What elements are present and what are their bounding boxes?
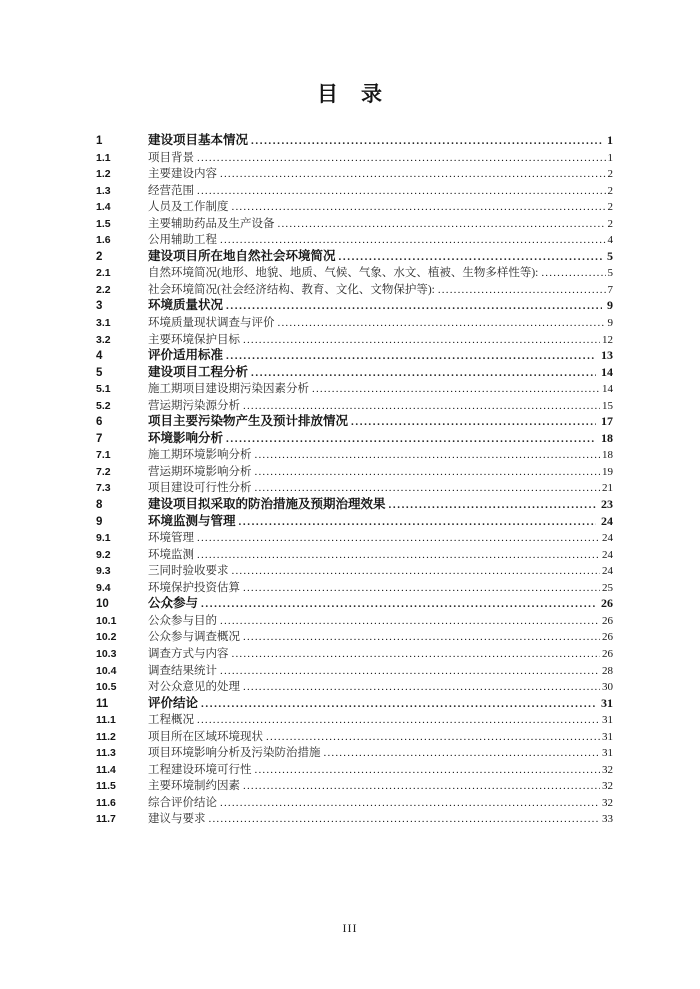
toc-entry-title: 社会环境简况(社会经济结构、教育、文化、文物保护等): — [148, 283, 435, 296]
toc-entry-number: 10 — [96, 598, 109, 611]
dot-leader — [197, 182, 606, 200]
toc-entry-title: 环境保护投资估算 — [148, 581, 240, 594]
toc-entry[interactable] — [96, 215, 613, 232]
dot-leader — [232, 198, 606, 216]
toc-entry[interactable] — [96, 744, 613, 761]
toc-entry[interactable] — [96, 728, 613, 745]
dot-leader — [220, 231, 606, 249]
toc-entry-title: 建设项目基本情况 — [148, 133, 249, 147]
toc-entry-page: 32 — [602, 780, 613, 793]
toc-entry-number: 11.3 — [96, 747, 116, 760]
toc-entry-page: 30 — [602, 681, 613, 694]
dot-leader — [251, 132, 602, 150]
dot-leader — [220, 165, 606, 183]
toc-entry[interactable] — [96, 281, 613, 298]
dot-leader — [389, 496, 596, 514]
toc-entry[interactable] — [96, 264, 613, 281]
dot-leader — [278, 314, 606, 332]
toc-entry-page: 26 — [601, 596, 613, 611]
toc-entry-title: 公众参与 — [148, 596, 199, 611]
toc-entry-title: 建设项目工程分析 — [148, 364, 249, 379]
toc-entry-page: 18 — [601, 430, 613, 445]
toc-entry-number: 6 — [96, 416, 103, 429]
toc-entry-page: 9 — [607, 317, 613, 330]
toc-entry[interactable] — [96, 662, 613, 679]
dot-leader — [255, 463, 601, 481]
toc-entry-number: 3.1 — [96, 317, 111, 330]
dot-leader — [220, 662, 600, 680]
toc-entry[interactable] — [96, 380, 613, 397]
toc-entry-page: 24 — [602, 565, 613, 578]
toc-entry[interactable] — [96, 711, 613, 728]
toc-entry[interactable] — [96, 546, 613, 563]
dot-leader — [266, 728, 600, 746]
toc-entry-title: 环境管理 — [148, 532, 194, 545]
toc-entry[interactable] — [96, 198, 613, 215]
dot-leader — [197, 149, 606, 167]
dot-leader — [312, 380, 600, 398]
toc-entry-number: 2 — [96, 250, 103, 263]
toc-entry-number: 1.4 — [96, 201, 111, 214]
toc-entry-number: 1.6 — [96, 234, 111, 247]
toc-entry-number: 5.2 — [96, 399, 111, 412]
toc-entry-number: 10.3 — [96, 647, 117, 660]
toc-entry-number: 11 — [96, 697, 109, 710]
toc-entry-number: 2.1 — [96, 267, 111, 280]
toc-entry[interactable] — [96, 562, 613, 579]
toc-entry[interactable] — [96, 479, 613, 496]
toc-entry-page: 1 — [607, 133, 613, 147]
dot-leader — [251, 364, 596, 382]
toc-entry-number: 1.2 — [96, 168, 111, 181]
toc-entry-page: 23 — [601, 497, 613, 512]
toc-entry-title: 公用辅助工程 — [148, 234, 217, 247]
toc-entry[interactable] — [96, 446, 613, 463]
dot-leader — [232, 645, 601, 663]
toc-entry-title: 项目所在区域环境现状 — [148, 730, 263, 743]
dot-leader — [541, 264, 605, 282]
toc-entry-page: 26 — [602, 631, 613, 644]
toc-entry-number: 7.1 — [96, 449, 111, 462]
toc-entry-number: 10.1 — [96, 614, 117, 627]
toc-entry-title: 主要建设内容 — [148, 168, 217, 181]
dot-leader — [226, 347, 596, 365]
toc-entry-page: 21 — [602, 482, 613, 495]
toc-entry-title: 公众参与目的 — [148, 614, 217, 627]
dot-leader — [243, 777, 600, 795]
toc-entry-number: 1.1 — [96, 151, 111, 164]
toc-entry-page: 14 — [601, 364, 613, 379]
toc-entry-number: 3 — [96, 300, 103, 313]
toc-entry-title: 综合评价结论 — [148, 796, 217, 809]
dot-leader — [255, 446, 601, 464]
toc-entry-page: 5 — [607, 248, 613, 263]
toc-entry[interactable] — [96, 678, 613, 695]
dot-leader — [232, 562, 601, 580]
toc-entry-number: 7.2 — [96, 465, 111, 478]
toc-entry-number: 7.3 — [96, 482, 111, 495]
page-title: 目 录 — [317, 82, 383, 106]
toc-entry[interactable] — [96, 248, 613, 265]
footer-page-number: III — [342, 921, 358, 935]
toc-entry-number: 9.2 — [96, 548, 111, 561]
toc-entry-page: 31 — [601, 695, 613, 710]
toc-entry-title: 评价结论 — [148, 695, 199, 710]
toc-entry-title: 建设项目拟采取的防治措施及预期治理效果 — [148, 497, 386, 512]
toc-entry-title: 项目背景 — [148, 151, 194, 164]
toc-entry-page: 28 — [602, 664, 613, 677]
toc-entry-title: 人员及工作制度 — [148, 201, 229, 214]
toc-entry-number: 11.5 — [96, 780, 116, 793]
toc-entry-page: 33 — [602, 813, 613, 826]
toc-entry-page: 2 — [607, 184, 613, 197]
toc-entry[interactable] — [96, 430, 613, 447]
toc-entry-page: 24 — [602, 532, 613, 545]
toc-entry-title: 建设项目所在地自然社会环境简况 — [148, 248, 336, 263]
toc-entry[interactable] — [96, 595, 613, 612]
table-of-contents — [96, 132, 613, 827]
toc-entry-number: 1 — [96, 135, 103, 147]
dot-leader — [255, 479, 601, 497]
toc-entry-number: 8 — [96, 499, 103, 512]
dot-leader — [243, 397, 600, 415]
toc-entry-title: 环境影响分析 — [148, 430, 224, 445]
dot-leader — [324, 744, 601, 762]
dot-leader — [255, 761, 601, 779]
toc-entry-title: 项目环境影响分析及污染防治措施 — [148, 747, 321, 760]
toc-entry[interactable] — [96, 165, 613, 182]
dot-leader — [209, 810, 601, 828]
toc-entry-number: 9.1 — [96, 532, 111, 545]
toc-entry[interactable] — [96, 810, 613, 827]
toc-entry-page: 12 — [602, 333, 613, 346]
toc-entry-page: 18 — [602, 449, 613, 462]
dot-leader — [220, 612, 600, 630]
toc-entry-page: 1 — [607, 151, 613, 164]
toc-entry-title: 工程概况 — [148, 714, 194, 727]
toc-entry-page: 13 — [601, 348, 613, 363]
toc-entry-title: 对公众意见的处理 — [148, 681, 240, 694]
toc-entry-title: 主要环境保护目标 — [148, 333, 240, 346]
toc-entry-page: 4 — [607, 234, 613, 247]
toc-entry-title: 工程建设环境可行性 — [148, 763, 252, 776]
toc-entry-title: 经营范围 — [148, 184, 194, 197]
toc-entry-title: 环境监测与管理 — [148, 513, 236, 528]
toc-entry-number: 10.5 — [96, 681, 117, 694]
toc-entry-number: 5.1 — [96, 383, 111, 396]
toc-entry[interactable] — [96, 496, 613, 513]
toc-entry-page: 26 — [602, 614, 613, 627]
dot-leader — [243, 678, 600, 696]
toc-entry-title: 营运期环境影响分析 — [148, 465, 252, 478]
toc-entry[interactable] — [96, 529, 613, 546]
dot-leader — [243, 579, 600, 597]
toc-entry[interactable] — [96, 628, 613, 645]
dot-leader — [226, 430, 596, 448]
toc-entry-page: 31 — [602, 747, 613, 760]
toc-entry[interactable] — [96, 413, 613, 430]
toc-entry[interactable] — [96, 364, 613, 381]
toc-entry-page: 31 — [602, 714, 613, 727]
toc-entry-page: 5 — [607, 267, 613, 280]
toc-entry-number: 1.5 — [96, 217, 111, 230]
toc-entry-page: 31 — [602, 730, 613, 743]
toc-entry[interactable] — [96, 695, 613, 712]
toc-entry[interactable] — [96, 645, 613, 662]
toc-entry-title: 评价适用标准 — [148, 348, 224, 363]
toc-entry[interactable] — [96, 579, 613, 596]
toc-entry[interactable] — [96, 331, 613, 348]
toc-entry-number: 9 — [96, 515, 103, 528]
toc-entry-number: 11.1 — [96, 714, 116, 727]
toc-entry-number: 2.2 — [96, 283, 111, 296]
toc-entry-title: 调查方式与内容 — [148, 647, 229, 660]
toc-entry-title: 环境质量状况 — [148, 298, 224, 313]
toc-entry-number: 1.3 — [96, 184, 111, 197]
toc-entry-page: 2 — [607, 217, 613, 230]
toc-entry-page: 25 — [602, 581, 613, 594]
toc-entry-title: 自然环境简况(地形、地貌、地质、气候、气象、水文、植被、生物多样性等): — [148, 267, 539, 280]
toc-entry[interactable] — [96, 314, 613, 331]
toc-entry-title: 环境监测 — [148, 548, 194, 561]
dot-leader — [201, 695, 596, 713]
toc-entry-page: 32 — [602, 763, 613, 776]
toc-entry[interactable] — [96, 612, 613, 629]
toc-entry-page: 2 — [607, 201, 613, 214]
toc-entry-number: 10.2 — [96, 631, 117, 644]
toc-entry-number: 11.4 — [96, 763, 116, 776]
toc-entry[interactable] — [96, 794, 613, 811]
toc-entry-title: 主要辅助药品及生产设备 — [148, 217, 275, 230]
toc-entry-number: 7 — [96, 432, 103, 445]
toc-entry-page: 7 — [607, 283, 613, 296]
toc-entry-number: 4 — [96, 350, 103, 363]
dot-leader — [226, 297, 602, 315]
toc-entry[interactable] — [96, 231, 613, 248]
toc-entry-title: 三同时验收要求 — [148, 565, 229, 578]
toc-entry[interactable] — [96, 463, 613, 480]
toc-entry-title: 项目建设可行性分析 — [148, 482, 252, 495]
toc-entry-number: 3.2 — [96, 333, 111, 346]
toc-entry-page: 26 — [602, 647, 613, 660]
dot-leader — [339, 248, 602, 266]
toc-entry[interactable] — [96, 777, 613, 794]
toc-entry-page: 9 — [607, 298, 613, 313]
toc-entry[interactable] — [96, 761, 613, 778]
dot-leader — [197, 546, 600, 564]
dot-leader — [243, 628, 600, 646]
dot-leader — [220, 794, 600, 812]
toc-entry[interactable] — [96, 397, 613, 414]
dot-leader — [239, 513, 596, 531]
toc-entry-title: 施工期环境影响分析 — [148, 449, 252, 462]
toc-entry[interactable] — [96, 297, 613, 314]
dot-leader — [351, 413, 596, 431]
toc-entry-number: 9.4 — [96, 581, 111, 594]
toc-entry-page: 2 — [607, 168, 613, 181]
toc-entry[interactable] — [96, 347, 613, 364]
toc-entry-title: 建议与要求 — [148, 813, 206, 826]
toc-entry-page: 24 — [601, 513, 613, 528]
toc-entry-page: 17 — [601, 414, 613, 429]
dot-leader — [197, 711, 600, 729]
toc-entry-title: 施工期项目建设期污染因素分析 — [148, 383, 309, 396]
dot-leader — [438, 281, 606, 299]
toc-entry[interactable] — [96, 149, 613, 166]
dot-leader — [243, 331, 600, 349]
toc-entry-title: 项目主要污染物产生及预计排放情况 — [148, 414, 349, 429]
toc-entry[interactable] — [96, 132, 613, 149]
toc-entry-page: 24 — [602, 548, 613, 561]
toc-entry-title: 营运期污染源分析 — [148, 399, 240, 412]
toc-entry-number: 11.2 — [96, 730, 116, 743]
toc-entry-number: 10.4 — [96, 664, 117, 677]
toc-entry[interactable] — [96, 182, 613, 199]
toc-entry-number: 5 — [96, 366, 103, 379]
toc-entry-title: 主要环境制约因素 — [148, 780, 240, 793]
toc-entry-title: 公众参与调查概况 — [148, 631, 240, 644]
toc-entry-title: 环境质量现状调查与评价 — [148, 317, 275, 330]
toc-entry[interactable] — [96, 513, 613, 530]
dot-leader — [278, 215, 606, 233]
toc-entry-title: 调查结果统计 — [148, 664, 217, 677]
dot-leader — [197, 529, 600, 547]
toc-entry-page: 32 — [602, 796, 613, 809]
dot-leader — [201, 595, 596, 613]
toc-entry-number: 11.7 — [96, 813, 116, 826]
toc-entry-number: 9.3 — [96, 565, 111, 578]
toc-entry-number: 11.6 — [96, 796, 116, 809]
toc-entry-page: 14 — [602, 383, 613, 396]
toc-entry-page: 15 — [602, 399, 613, 412]
toc-entry-page: 19 — [602, 465, 613, 478]
